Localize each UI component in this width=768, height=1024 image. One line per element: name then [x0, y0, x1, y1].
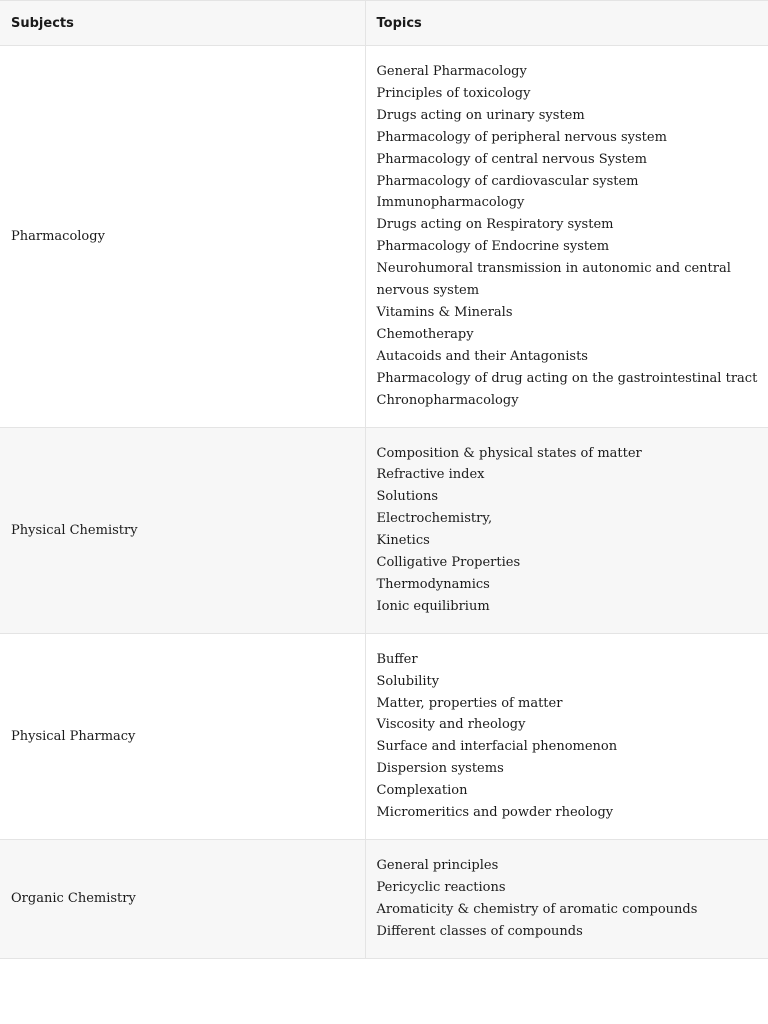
topic-item: Ionic equilibrium — [376, 598, 490, 614]
topic-list — [377, 61, 763, 412]
topic-item: General Pharmacology — [376, 64, 527, 79]
topic-item: General principles — [376, 858, 499, 873]
topic-item: Principles of toxicology — [376, 85, 531, 101]
table-body — [0, 46, 768, 959]
table-row — [0, 633, 768, 839]
topic-item: Solutions — [376, 489, 439, 505]
topics-cell — [365, 46, 768, 428]
topic-item: Chronopharmacology — [376, 392, 519, 408]
topic-item: Composition & physical states of matter — [376, 445, 642, 461]
topic-item: Surface and interfacial phenomenon — [376, 739, 618, 755]
topic-item: Pharmacology of peripheral nervous system — [376, 129, 667, 145]
topic-item: Pericyclic reactions — [376, 879, 506, 895]
topic-item: Electrochemistry, — [376, 511, 493, 527]
topic-item: Kinetics — [376, 533, 430, 549]
topic-item: Dispersion systems — [376, 761, 504, 777]
header-row — [0, 1, 768, 46]
topic-item: Thermodynamics — [376, 576, 490, 592]
table-row — [0, 46, 768, 428]
subjects-column-header: Subjects — [0, 1, 365, 46]
subject-cell: Physical Pharmacy — [0, 633, 365, 839]
topic-item: Pharmacology of cardiovascular system — [376, 173, 639, 189]
topic-item: Matter, properties of matter — [376, 695, 563, 711]
table-row — [0, 840, 768, 959]
topic-item: Refractive index — [376, 467, 485, 483]
topic-item: Buffer — [376, 651, 418, 667]
topic-list — [377, 649, 763, 824]
topic-item: Neurohumoral transmission in autonomic and central nervous system — [376, 261, 731, 299]
topic-item: Chemotherapy — [376, 326, 474, 342]
subject-cell: Physical Chemistry — [0, 427, 365, 633]
topics-column-header: Topics — [365, 1, 768, 46]
topics-cell — [365, 427, 768, 633]
topic-item: Vitamins & Minerals — [376, 304, 513, 320]
topic-item: Solubility — [376, 673, 440, 689]
topics-cell — [365, 633, 768, 839]
topic-item: Viscosity and rheology — [376, 717, 526, 733]
topic-item: Different classes of compounds — [376, 923, 583, 939]
table-header — [0, 1, 768, 46]
topic-item: Autacoids and their Antagonists — [376, 348, 588, 364]
table-row — [0, 427, 768, 633]
topics-cell — [365, 840, 768, 959]
topic-list — [377, 855, 763, 943]
topic-item: Pharmacology of drug acting on the gastrointestinal tract — [376, 370, 758, 386]
topic-item: Micromeritics and powder rheology — [376, 805, 614, 821]
topic-item: Drugs acting on Respiratory system — [376, 217, 614, 233]
topic-item: Pharmacology of central nervous System — [376, 151, 647, 167]
subject-cell: Organic Chemistry — [0, 840, 365, 959]
topic-item: Complexation — [376, 783, 468, 799]
topic-item: Colligative Properties — [376, 555, 521, 571]
topic-item: Aromaticity & chemistry of aromatic compounds — [376, 901, 698, 917]
topic-list — [377, 443, 763, 618]
subject-cell: Pharmacology — [0, 46, 365, 428]
topic-item: Immunopharmacology — [376, 195, 525, 211]
topic-item: Drugs acting on urinary system — [376, 107, 585, 123]
topic-item: Pharmacology of Endocrine system — [376, 239, 610, 255]
